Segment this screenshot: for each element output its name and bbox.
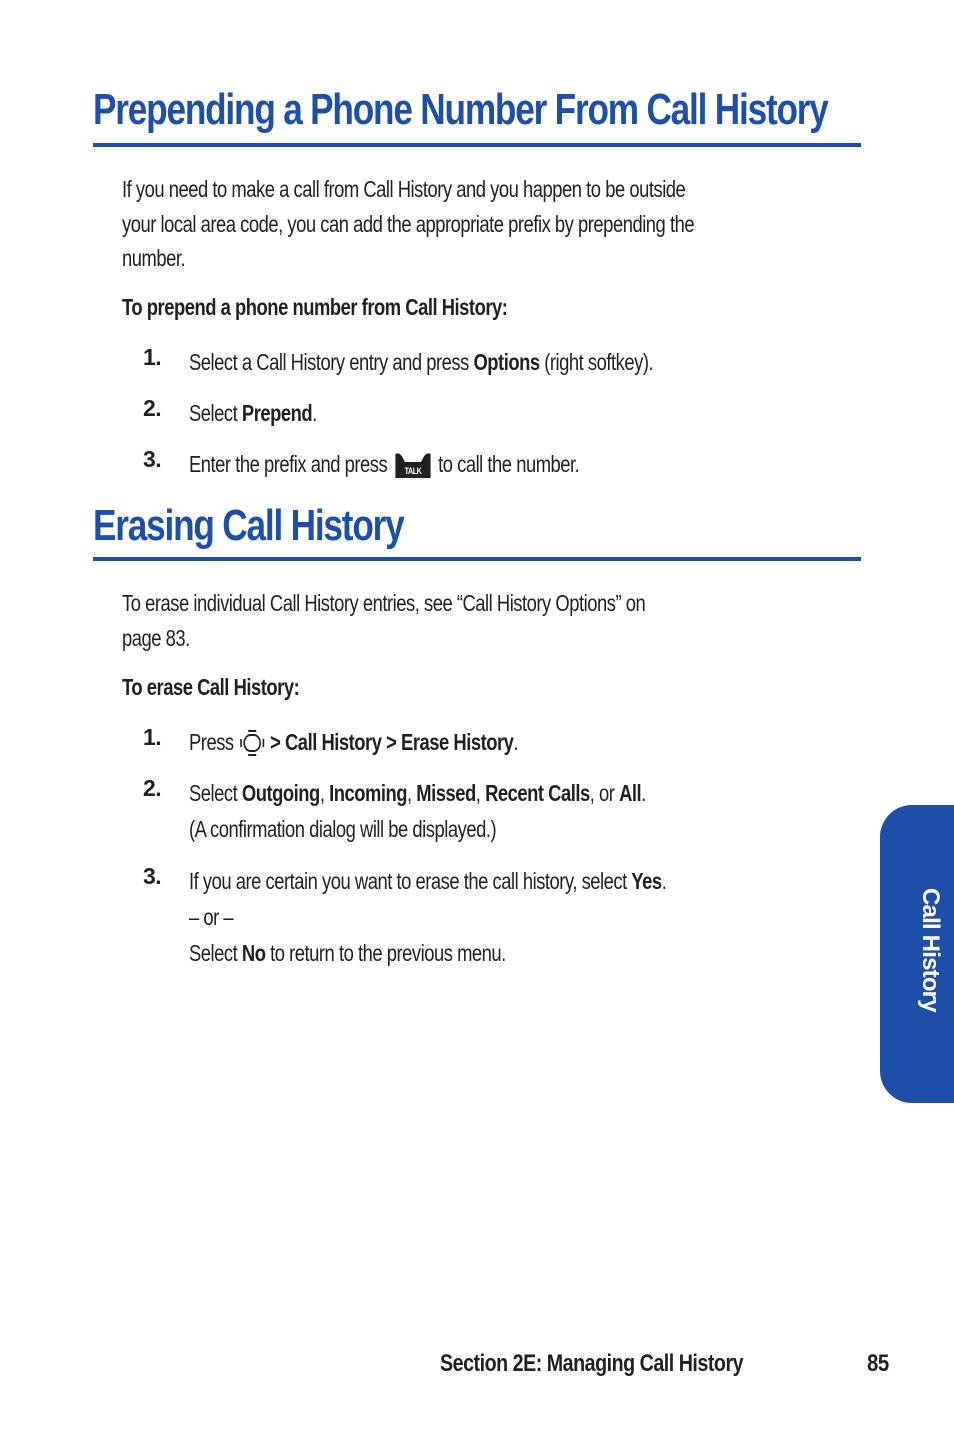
yes-option-label: Yes: [631, 868, 662, 894]
step-note: (A confirmation dialog will be displayed.): [189, 816, 497, 842]
step-text: Press: [189, 729, 239, 755]
step-text: Select: [189, 780, 242, 806]
or-separator: – or –: [189, 904, 234, 930]
step-text: to return to the previous menu.: [265, 940, 506, 966]
menu-path-label: > Call History > Erase History: [265, 729, 514, 755]
option-recent-calls: Recent Calls: [485, 780, 590, 806]
section-heading-erasing: Erasing Call History: [93, 501, 404, 550]
step-text: Select a Call History entry and press: [189, 349, 474, 375]
step-number: 1.: [143, 344, 161, 370]
procedure-lead-erase: To erase Call History:: [122, 674, 300, 700]
intro-line: number.: [122, 245, 186, 271]
footer-section-title: Section 2E: Managing Call History: [440, 1350, 744, 1377]
talk-key-label: TALK: [404, 466, 421, 477]
step-number: 3.: [143, 446, 161, 472]
prepend-option-label: Prepend: [241, 400, 313, 426]
heading-rule: [93, 557, 861, 561]
intro-line: page 83.: [122, 624, 190, 651]
no-option-label: No: [241, 940, 266, 966]
step-text: (right softkey).: [539, 349, 654, 375]
intro-line: your local area code, you can add the appropriate prefix by prepending the: [122, 210, 695, 237]
step-text: Select: [189, 400, 242, 426]
step-text: Select: [189, 940, 242, 966]
option-missed: Missed: [416, 780, 476, 806]
intro-line: To erase individual Call History entries, see “Call History Options” on: [122, 590, 646, 616]
side-tab-label: Call History: [917, 888, 944, 1012]
option-all: All: [619, 780, 642, 806]
intro-paragraph-erasing: [122, 586, 882, 655]
talk-key-icon: [393, 450, 431, 480]
option-incoming: Incoming: [329, 780, 408, 806]
step-number: 2.: [143, 775, 161, 801]
step-text: Enter the prefix and press: [189, 451, 392, 477]
step-number: 2.: [143, 395, 161, 421]
step-text: If you are certain you want to erase the call history, select: [189, 868, 632, 894]
option-outgoing: Outgoing: [241, 780, 320, 806]
procedure-lead-prepend: To prepend a phone number from Call History:: [122, 294, 508, 320]
step-text: .: [513, 729, 519, 755]
menu-key-icon: [238, 730, 265, 756]
section-heading-prepending: Prepending a Phone Number From Call History: [93, 85, 828, 134]
heading-rule: [93, 143, 861, 147]
step-number: 3.: [143, 863, 161, 889]
options-key-label: Options: [473, 349, 540, 375]
intro-line: If you need to make a call from Call History and you happen to be outside: [122, 176, 686, 202]
step-text: to call the number.: [433, 451, 580, 477]
step-text: .: [312, 400, 317, 426]
page-number: 85: [867, 1350, 889, 1377]
intro-paragraph-prepending: [122, 172, 882, 276]
step-number: 1.: [143, 724, 161, 750]
